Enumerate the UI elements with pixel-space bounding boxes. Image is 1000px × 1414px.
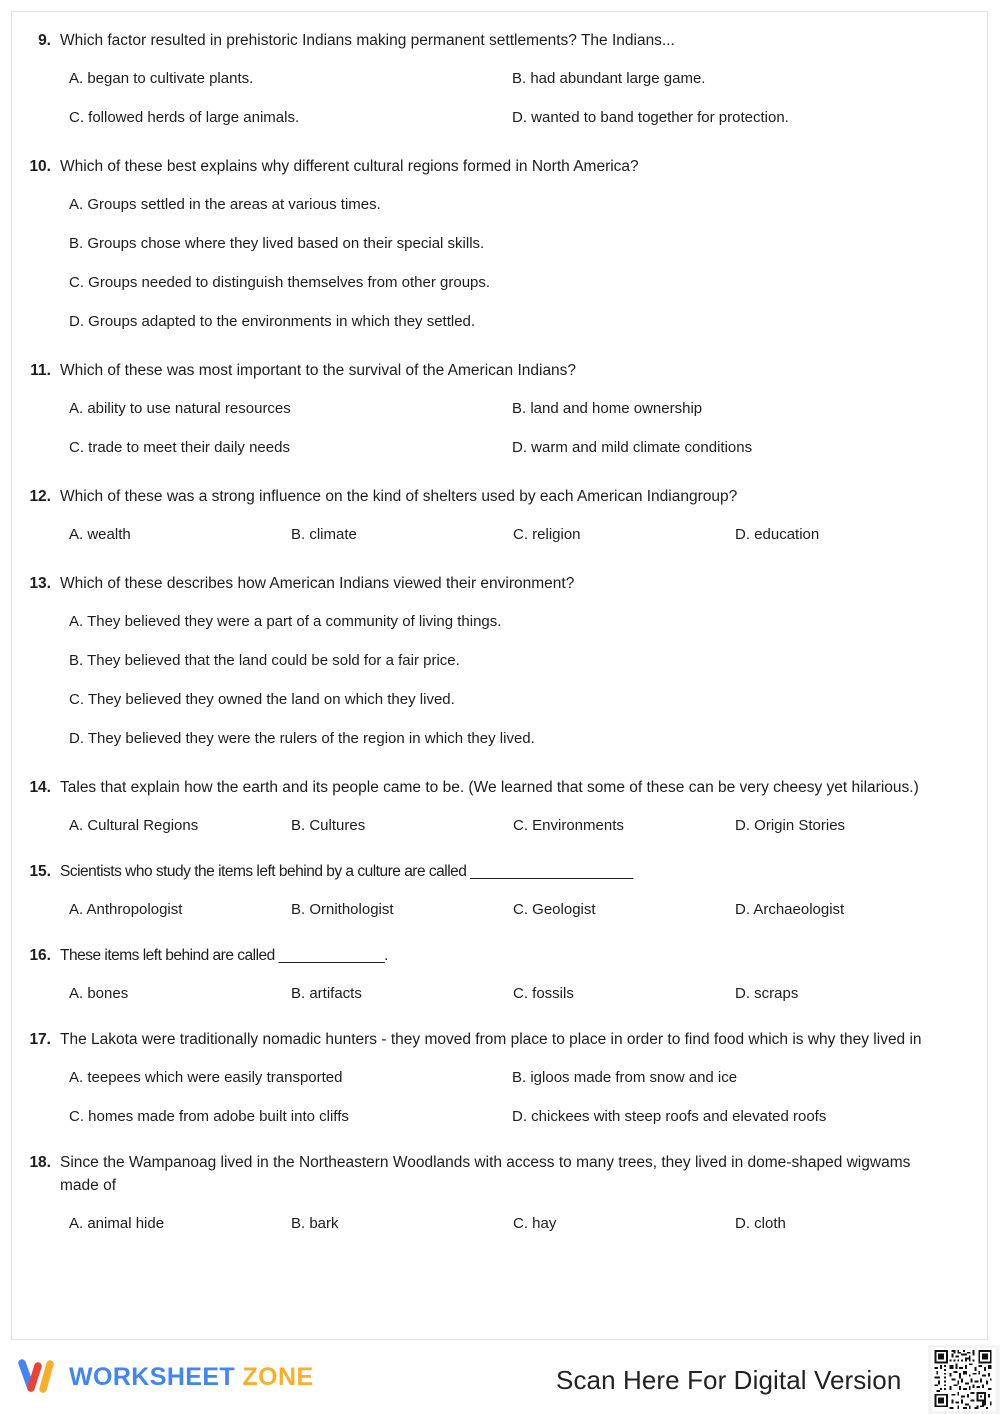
option-c[interactable]: C. Groups needed to distinguish themselves from other groups. [69,274,491,291]
question-number: 13. [29,575,51,592]
option-row [69,815,978,837]
option-a[interactable]: A. bones [69,985,129,1002]
option-c[interactable]: C. hay [513,1215,557,1232]
question-17 [24,1028,978,1051]
page-footer [0,1348,1000,1414]
option-c[interactable]: C. fossils [513,985,574,1002]
question-9 [24,29,978,52]
question-15 [24,860,978,883]
option-row [69,689,978,711]
question-number: 11. [30,362,51,379]
option-d[interactable]: D. Archaeologist [735,901,845,918]
question-text: Which factor resulted in prehistoric Indians making permanent settlements? The Indians... [60,32,675,49]
option-row [69,107,978,129]
question-10 [24,155,978,178]
question-number: 15. [29,863,51,880]
option-c[interactable]: C. religion [513,526,581,543]
question-number: 10. [29,158,51,175]
option-b[interactable]: B. land and home ownership [512,400,703,417]
logo-w-icon [16,1357,60,1397]
qr-code[interactable] [928,1345,1000,1414]
question-number: 17. [29,1031,51,1048]
question-text: Since the Wampanoag lived in the Northeastern Woodlands with access to many trees, they lived in dome-shaped wigwams made of [60,1154,911,1194]
option-a[interactable]: A. wealth [69,526,131,543]
option-c[interactable]: C. Geologist [513,901,596,918]
option-row [69,233,978,255]
question-text: Which of these was most important to the survival of the American Indians? [60,362,577,379]
question-text: Tales that explain how the earth and its people came to be. (We learned that some of these can be very cheesy yet hilarious.) [60,779,919,796]
option-row [69,524,978,546]
question-text: The Lakota were traditionally nomadic hunters - they moved from place to place in order to find food which is why they lived in [60,1031,922,1048]
question-text: Which of these was a strong influence on the kind of shelters used by each American Indiangroup? [60,488,738,505]
option-a[interactable]: A. They believed they were a part of a community of living things. [69,613,502,630]
option-b[interactable]: B. Groups chose where they lived based on their special skills. [69,235,485,252]
options-10 [24,194,978,333]
option-row [69,272,978,294]
question-11 [24,359,978,382]
option-d[interactable]: D. warm and mild climate conditions [512,439,753,456]
question-14 [24,776,978,799]
option-row [69,1213,978,1235]
option-c[interactable]: C. They believed they owned the land on which they lived. [69,691,455,708]
worksheet-zone-logo[interactable] [16,1354,314,1400]
option-row [69,437,978,459]
options-17 [24,1067,978,1128]
question-text: Which of these describes how American Indians viewed their environment? [60,575,575,592]
option-b[interactable]: B. bark [291,1215,339,1232]
option-a[interactable]: A. ability to use natural resources [69,400,291,417]
options-13 [24,611,978,750]
options-18 [24,1213,978,1235]
option-row [69,983,978,1005]
option-row [69,728,978,750]
option-d[interactable]: D. They believed they were the rulers of the region in which they lived. [69,730,535,747]
option-row [69,650,978,672]
logo-word-worksheet: WORKSHEET [69,1362,236,1391]
option-c[interactable]: C. followed herds of large animals. [69,109,300,126]
question-number: 9. [38,32,51,49]
option-d[interactable]: D. Groups adapted to the environments in which they settled. [69,313,476,330]
option-b[interactable]: B. igloos made from snow and ice [512,1069,738,1086]
option-b[interactable]: B. Ornithologist [291,901,394,918]
options-9 [24,68,978,129]
option-row [69,1067,978,1089]
question-text: Scientists who study the items left behind by a culture are called ____________________ [60,863,633,880]
scan-here-text: Scan Here For Digital Version [556,1365,902,1395]
logo-wordmark [69,1363,314,1392]
option-a[interactable]: A. animal hide [69,1215,165,1232]
options-11 [24,398,978,459]
option-a[interactable]: A. Cultural Regions [69,817,199,834]
option-b[interactable]: B. Cultures [291,817,366,834]
logo-word-zone: ZONE [242,1362,314,1391]
option-c[interactable]: C. homes made from adobe built into cliffs [69,1108,349,1125]
question-12 [24,485,978,508]
question-16 [24,944,978,967]
option-row [69,611,978,633]
option-d[interactable]: D. wanted to band together for protection. [512,109,789,126]
question-number: 12. [29,488,51,505]
question-text: Which of these best explains why different cultural regions formed in North America? [60,158,639,175]
option-c[interactable]: C. Environments [513,817,624,834]
option-a[interactable]: A. teepees which were easily transported [69,1069,343,1086]
options-15 [24,899,978,921]
option-b[interactable]: B. artifacts [291,985,362,1002]
option-a[interactable]: A. began to cultivate plants. [69,70,254,87]
option-row [69,899,978,921]
option-b[interactable]: B. climate [291,526,357,543]
option-row [69,1106,978,1128]
option-b[interactable]: B. They believed that the land could be sold for a fair price. [69,652,460,669]
option-c[interactable]: C. trade to meet their daily needs [69,439,290,456]
option-a[interactable]: A. Groups settled in the areas at various times. [69,196,381,213]
question-number: 18. [29,1154,51,1171]
question-text: These items left behind are called _____________. [60,947,388,964]
option-row [69,194,978,216]
question-number: 16. [29,947,51,964]
options-16 [24,983,978,1005]
option-row [69,68,978,90]
option-d[interactable]: D. education [735,526,820,543]
option-a[interactable]: A. Anthropologist [69,901,183,918]
options-12 [24,524,978,546]
option-row [69,311,978,333]
options-14 [24,815,978,837]
option-b[interactable]: B. had abundant large game. [512,70,706,87]
worksheet-content [11,11,988,1340]
option-d[interactable]: D. chickees with steep roofs and elevated roofs [512,1108,827,1125]
question-number: 14. [29,779,51,796]
option-row [69,398,978,420]
option-d[interactable]: D. Origin Stories [735,817,846,834]
question-13 [24,572,978,595]
option-d[interactable]: D. scraps [735,985,799,1002]
option-d[interactable]: D. cloth [735,1215,786,1232]
question-18 [24,1151,978,1197]
